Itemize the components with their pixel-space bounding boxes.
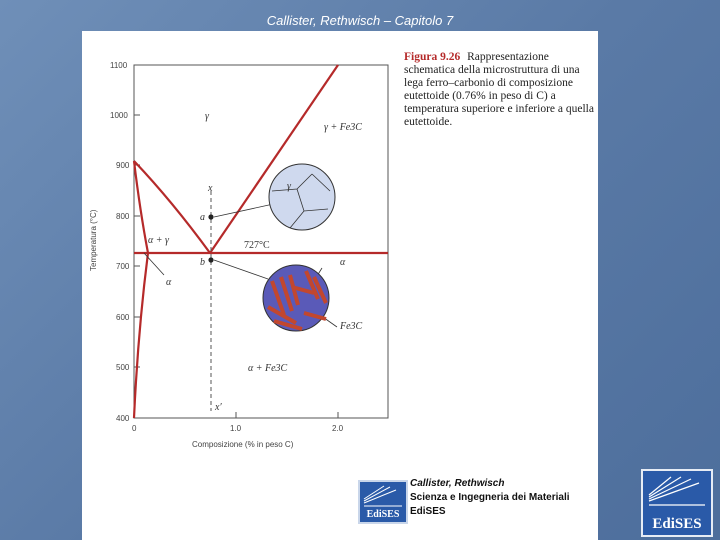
y-tick-label: 1000 — [110, 111, 128, 120]
book-publisher: EdiSES — [410, 506, 446, 517]
alpha-solvus — [134, 253, 148, 418]
y-tick-label: 600 — [116, 313, 130, 322]
slide-title: Callister, Rethwisch – Capitolo 7 — [266, 13, 454, 28]
y-tick-label: 500 — [116, 363, 130, 372]
region-label-gamma: γ — [205, 111, 209, 122]
book-credit — [358, 472, 578, 527]
region-label-alpha: α — [166, 277, 172, 288]
austenite-microstructure — [269, 164, 335, 230]
corner-logo-text: EdiSES — [652, 516, 702, 532]
book-info — [410, 477, 570, 519]
corner-publisher-logo — [641, 469, 713, 537]
point-b — [208, 257, 213, 262]
y-tick-label: 700 — [116, 262, 130, 271]
region-label-alpha-gamma: α + γ — [148, 235, 169, 246]
book-fan-icon — [643, 471, 711, 511]
book-fan-icon — [360, 482, 406, 510]
micro-label-fe3c: Fe3C — [340, 321, 363, 332]
x-tick-label: 0 — [132, 424, 137, 433]
logo-text: EdiSES — [366, 509, 400, 520]
figure-label: Figura 9.26 — [404, 51, 461, 63]
point-label-b: b — [200, 257, 205, 268]
y-axis-label: Temperatura (°C) — [89, 209, 98, 271]
y-tick-label: 900 — [116, 161, 130, 170]
y-tick-label: 800 — [116, 212, 130, 221]
figure-caption — [404, 51, 594, 129]
eutectoid-temp-label: 727°C — [244, 240, 270, 251]
micro-label-alpha: α — [340, 257, 346, 268]
caption-text: Rappresentazione schematica della microstruttura di una lega ferro–carbonio di composizione eutettoide (0.76% in peso di C) a temperatura superiore e inferiore a quella eutettoide. — [404, 51, 594, 128]
region-label-gamma-fe3c: γ + Fe3C — [324, 122, 362, 133]
x-tick-label: 2.0 — [332, 424, 344, 433]
pearlite-microstructure — [263, 265, 329, 331]
point-label-x-prime: x′ — [215, 402, 222, 413]
y-tick-label: 1100 — [110, 61, 128, 70]
region-label-alpha-fe3c: α + Fe3C — [248, 363, 288, 374]
y-tick-label: 400 — [116, 414, 130, 423]
point-a — [208, 214, 213, 219]
point-label-x: x — [208, 183, 213, 194]
grain-label-gamma: γ — [287, 181, 291, 192]
publisher-logo — [358, 480, 408, 524]
x-tick-label: 1.0 — [230, 424, 242, 433]
book-title: Scienza e Ingegneria dei Materiali — [410, 492, 570, 503]
textbook-page — [82, 31, 598, 540]
point-label-a: a — [200, 212, 205, 223]
x-axis-label: Composizione (% in peso C) — [192, 440, 294, 449]
book-authors: Callister, Rethwisch — [410, 478, 505, 489]
